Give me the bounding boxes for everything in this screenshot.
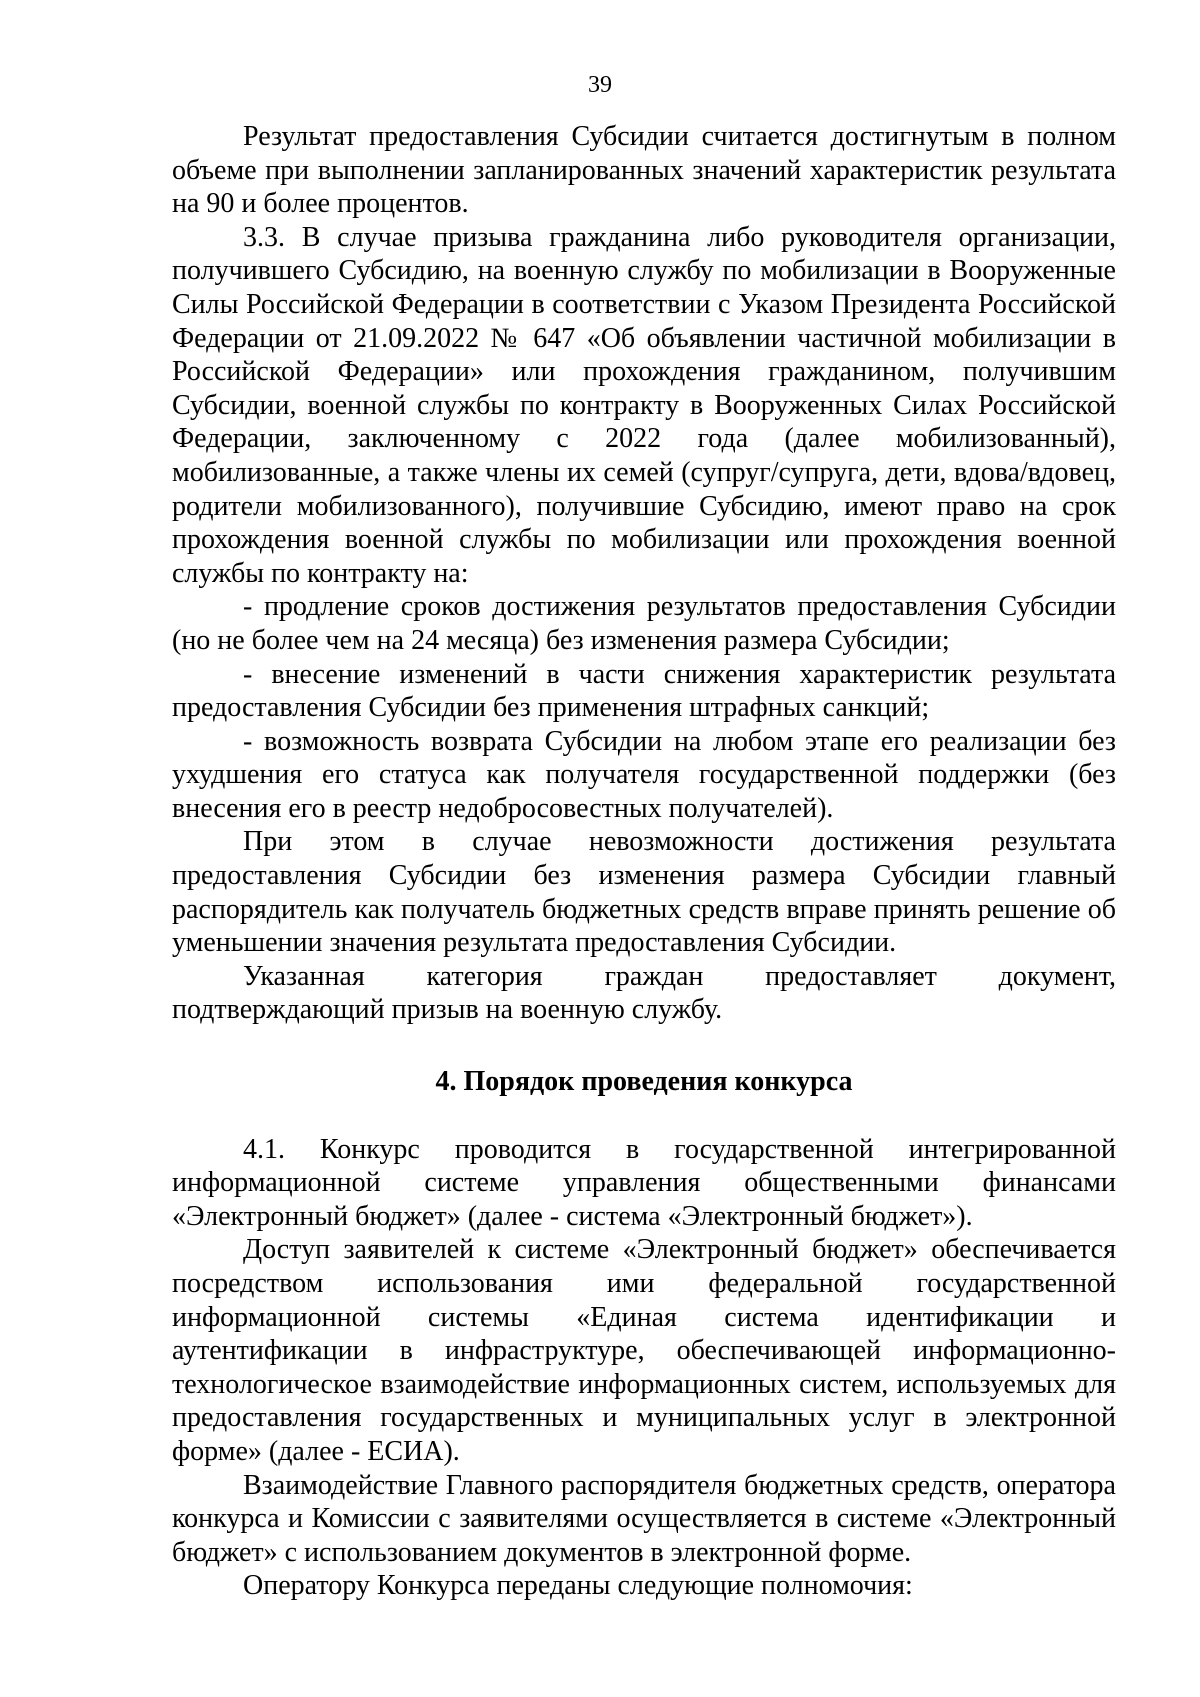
paragraph-4-1-contest-system: 4.1. Конкурс проводится в государственной интегрированной информационной системе управления общественными финансами «Электронный бюджет» (далее - система «Электронный бюджет»).	[172, 1133, 1116, 1232]
list-item-subsidy-return: - возможность возврата Субсидии на любом этапе его реализации без ухудшения его статуса как получателя государственной поддержки (без внесения его в реестр недобросовестных получателей).	[172, 725, 1116, 824]
section-title: 4. Порядок проведения конкурса	[435, 1066, 853, 1098]
paragraph-3-3-mobilization: 3.3. В случае призыва гражданина либо руководителя организации, получившего Субсидию, на военную службу по мобилизации в Вооруженные Силы Российской Федерации в соответствии с Указом Президента Российской Федерации от 21.09.2022 № 647 «Об объявлении частичной мобилизации в Российской Федерации» или прохождения гражданином, получившим Субсидии, военной службы по контракту в Вооруженных Силах Российской Федерации, заключенному с 2022 года (далее мобилизованный), мобилизованные, а также члены их семей (супруг/супруга, дети, вдова/вдовец, родители мобилизованного), получившие Субсидию, имеют право на срок прохождения военной службы по мобилизации или прохождения военной службы по контракту на:	[172, 221, 1116, 589]
paragraph-operator-powers: Оператору Конкурса переданы следующие полномочия:	[243, 1570, 913, 1602]
paragraph-esia-access: Доступ заявителей к системе «Электронный бюджет» обеспечивается посредством использования ими федеральной государственной информационной системы «Единая система идентификации и аутентификации в инфраструктуре, обеспечивающей информационно-технологическое взаимодействие информационных систем, используемых для предоставления государственных и муниципальных услуг в электронной форме» (далее - ЕСИА).	[172, 1234, 1116, 1467]
paragraph-result-achievement: Результат предоставления Субсидии считается достигнутым в полном объеме при выполнении запланированных значений характеристик результата на 90 и более процентов.	[172, 121, 1116, 220]
paragraph-interaction: Взаимодействие Главного распорядителя бюджетных средств, оператора конкурса и Комиссии с заявителями осуществляется в системе «Электронный бюджет» с использованием документов в электронной форме.	[172, 1469, 1116, 1568]
paragraph-document-provision: Указанная категория граждан предоставляет документ, подтверждающий призыв на военную службу.	[172, 960, 1116, 1026]
list-item-deadline-extension: - продление сроков достижения результатов предоставления Субсидии (но не более чем на 24 месяца) без изменения размера Субсидии;	[172, 591, 1116, 656]
paragraph-result-reduction: При этом в случае невозможности достижения результата предоставления Субсидии без изменения размера Субсидии главный распорядитель как получатель бюджетных средств вправе принять решение об уменьшении значения результата предоставления Субсидии.	[172, 826, 1116, 959]
page-number: 39	[588, 72, 612, 98]
list-item-characteristics-change: - внесение изменений в части снижения характеристик результата предоставления Субсидии без применения штрафных санкций;	[172, 658, 1116, 724]
document-body	[172, 120, 1116, 1603]
